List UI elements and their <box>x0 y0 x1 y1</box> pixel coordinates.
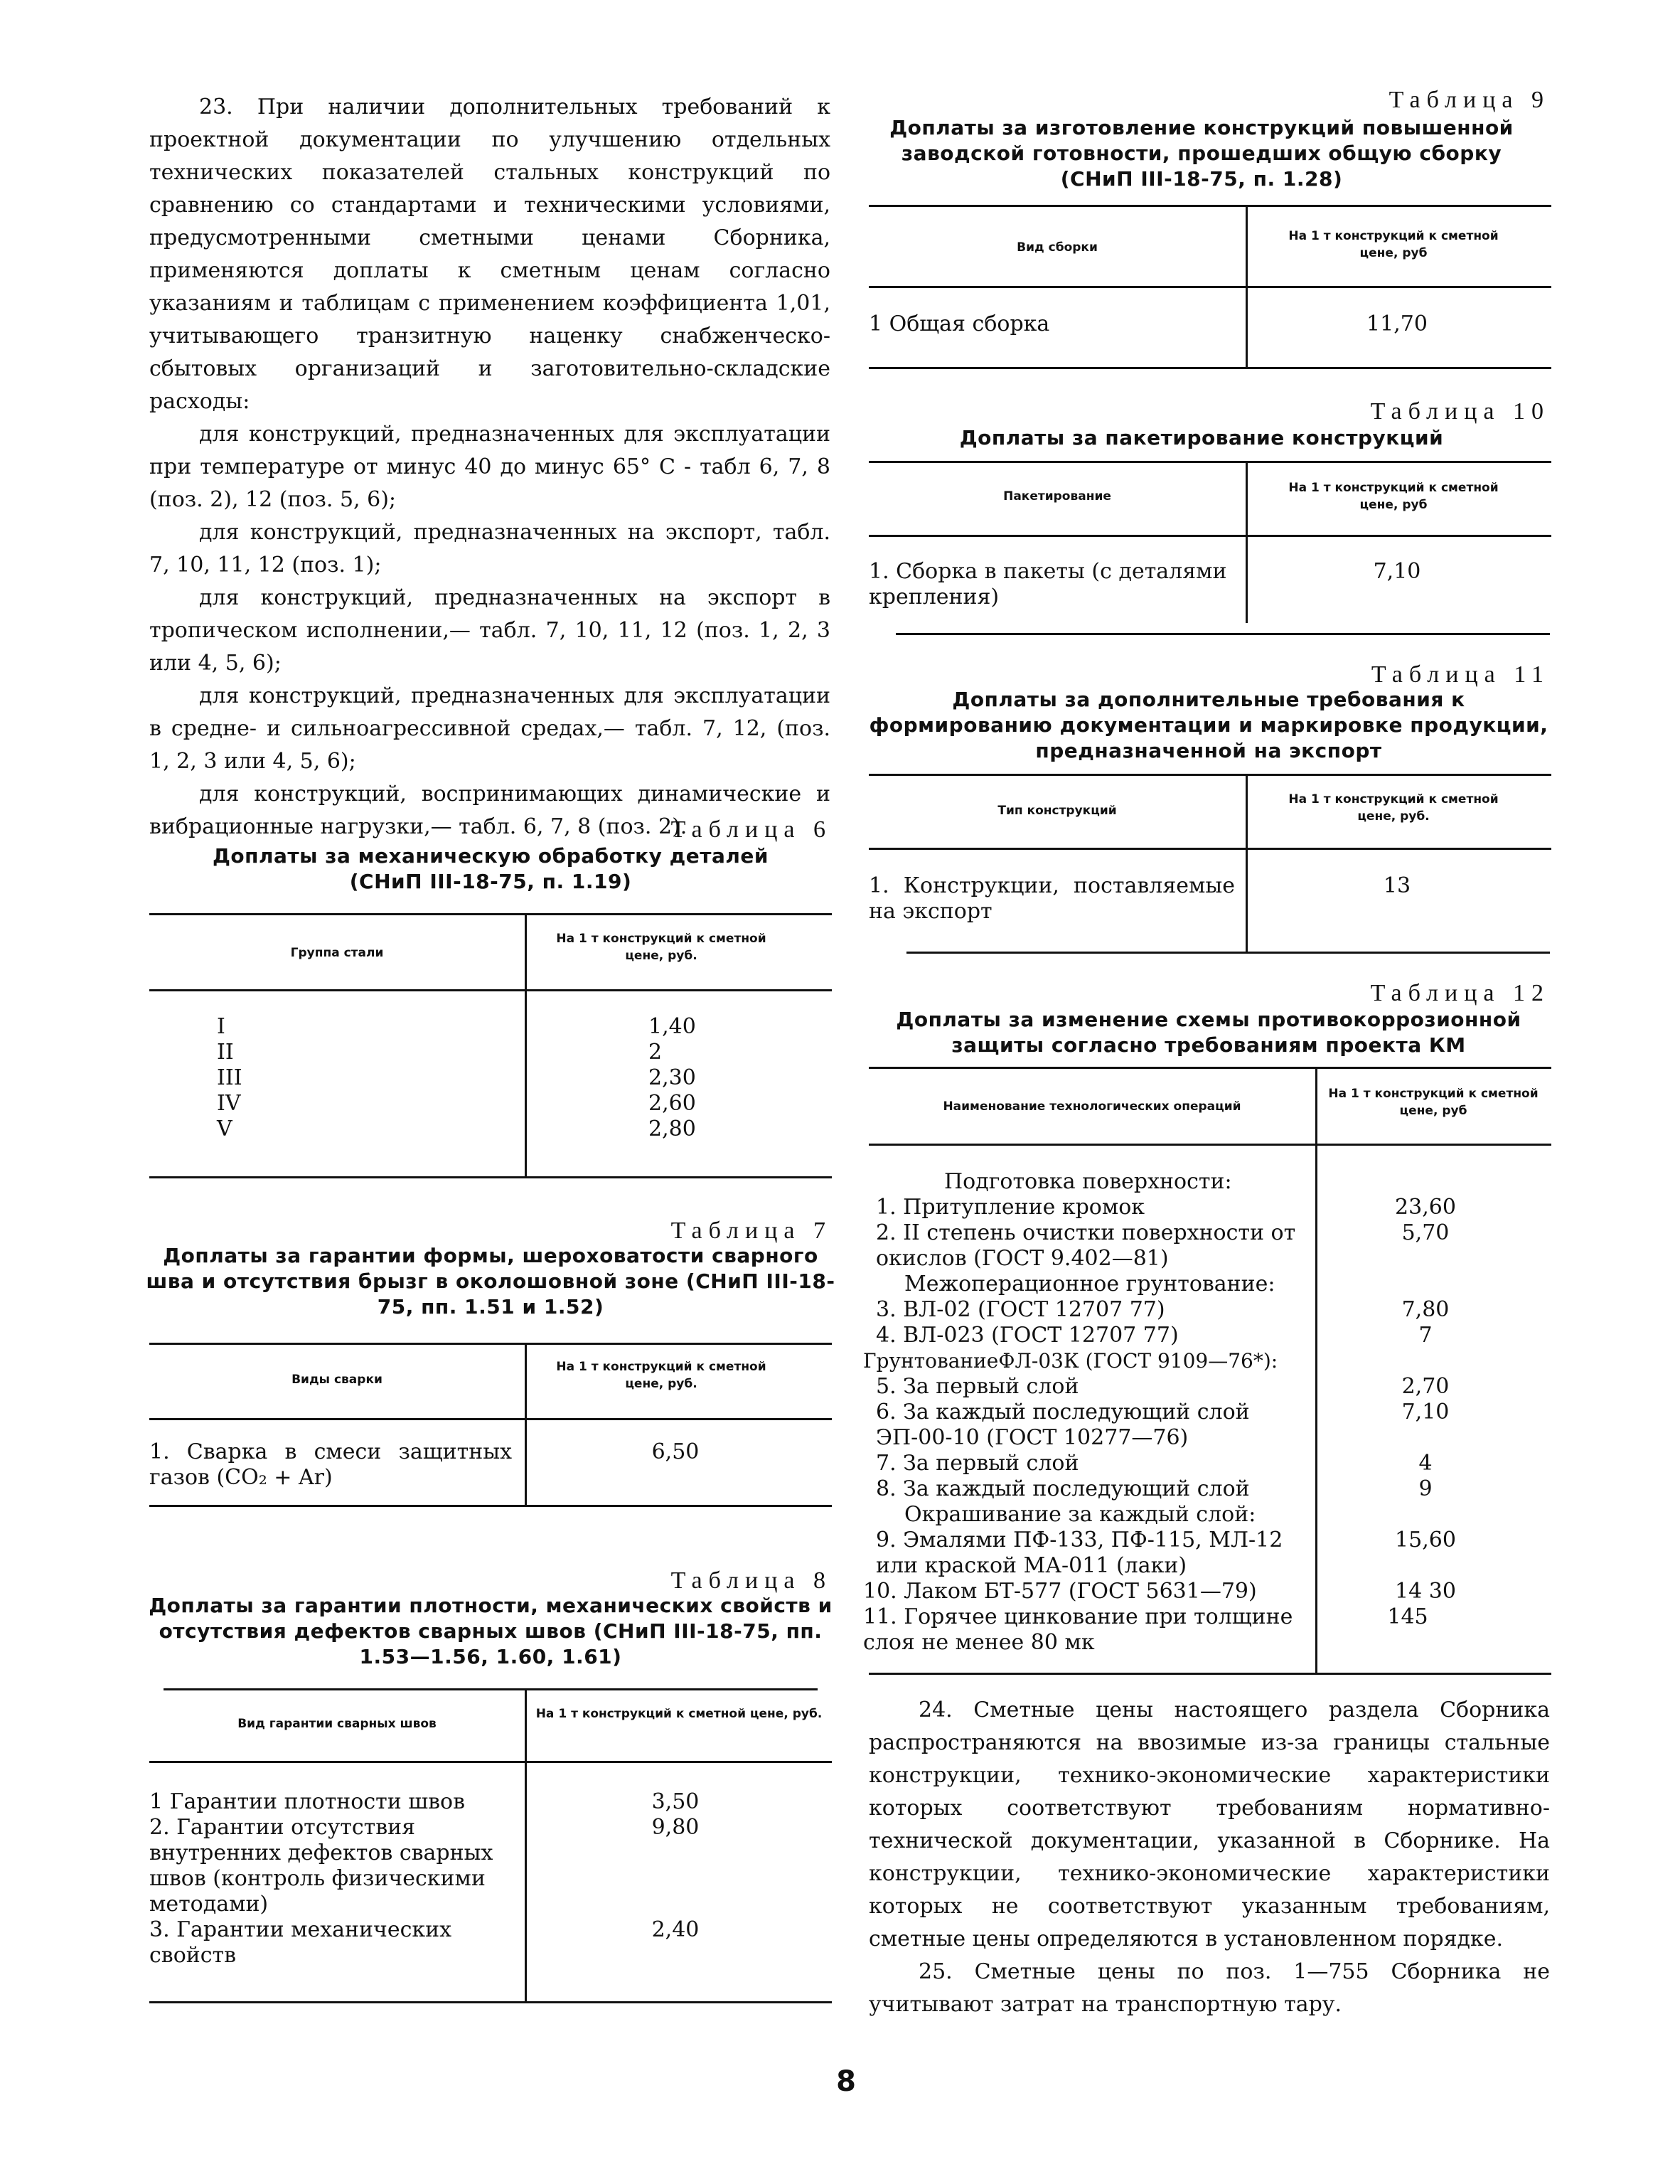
table11-divider <box>1246 774 1248 952</box>
table9-col2-header: На 1 т конструкций к сметной цене, руб <box>1288 229 1499 260</box>
table10-title: Доплаты за пакетирование конструкций <box>959 426 1444 449</box>
table12-row-10-name: 10. Лаком БТ-577 (ГОСТ 5631—79) <box>863 1579 1257 1604</box>
table12-top-rule <box>869 1067 1551 1069</box>
table11-bottom-rule <box>906 952 1550 954</box>
table8-row-1-value: 3,50 <box>651 1789 700 1814</box>
table12-row-6-value: 7,10 <box>1401 1400 1450 1424</box>
table6-col2-header: На 1 т конструкций к сметной цене, руб. <box>556 932 766 963</box>
table8-row-3-value: 2,40 <box>651 1917 700 1942</box>
table12-col2-header: На 1 т конструкций к сметной цене, руб <box>1328 1087 1539 1118</box>
table11-header-rule <box>869 848 1551 850</box>
table11-col1-header: Тип конструкций <box>997 804 1117 818</box>
table-row: I <box>217 1014 225 1039</box>
table9-title: Доплаты за изготовление конструкций повышенной заводской готовности, прошедших общую сборку (СНиП III-18-75, п. 1.28) <box>889 116 1514 191</box>
table12-header-rule <box>869 1144 1551 1146</box>
table6-col1-header: Группа стали <box>290 946 384 960</box>
table8-row-1-name: 1 Гарантии плотности швов <box>149 1789 466 1814</box>
table8-caption: Таблица 8 <box>670 1567 832 1594</box>
table6-title: Доплаты за механическую обработку деталей (СНиП III-18-75, п. 1.19) <box>212 844 769 893</box>
paragraph-23: 23. При наличии дополнительных требований к проектной документации по улучшению отдельных технических показателей стальных конструкций по сравнению со стандартами и техническими условиями, предусмотренными сметными ценами Сборника, применяются доплаты к сметным ценам согласно указаниям и таблицам с применением коэффициента 1,01, учитывающего транзитную наценку снабженческо-сбытовых организаций и заготовительно-складские расходы: <box>149 95 830 414</box>
table-cell-value: 2,60 <box>648 1091 696 1116</box>
table12-bottom-rule <box>869 1673 1551 1675</box>
table12-row-11-value: 145 <box>1387 1604 1428 1629</box>
table7-divider <box>525 1343 527 1505</box>
table12-row-2-name: 2. II степень очистки поверхности от окислов (ГОСТ 9.402—81) <box>876 1220 1296 1271</box>
page-number: 8 <box>836 2065 856 2098</box>
table12-row-9-value: 15,60 <box>1395 1528 1456 1552</box>
table11-caption: Таблица 11 <box>1371 661 1550 688</box>
table7-header-rule <box>149 1418 832 1420</box>
table12-row-1-value: 23,60 <box>1395 1195 1456 1220</box>
table12-group-surface: Подготовка поверхности: <box>944 1169 1232 1194</box>
table12-row-11-name: 11. Горячее цинкование при толщине слоя не менее 80 мк <box>863 1604 1293 1655</box>
table9-row-value: 11,70 <box>1366 311 1428 336</box>
table12-row-3-value: 7,80 <box>1401 1297 1450 1322</box>
table12-row-10-value: 14 30 <box>1395 1579 1456 1604</box>
table7-col1-header: Виды сварки <box>291 1373 382 1387</box>
table8-col1-header: Вид гарантии сварных швов <box>237 1717 437 1731</box>
table-cell-value: 2 <box>648 1040 663 1065</box>
table11-top-rule <box>869 774 1551 776</box>
table10-top-rule <box>869 461 1551 463</box>
table12-group-primer: ГрунтованиеФЛ-03К (ГОСТ 9109—76*): <box>863 1349 1278 1373</box>
table6-rows-names <box>217 1014 501 1142</box>
table9-row-name: 1 Общая сборка <box>869 311 1050 336</box>
table12-group-painting: Окрашивание за каждый слой: <box>904 1502 1256 1527</box>
table7-bottom-rule <box>149 1505 832 1507</box>
table8-row-2-value: 9,80 <box>651 1815 700 1840</box>
table12-title: Доплаты за изменение схемы противокоррозионной защиты согласно требованиям проекта КМ <box>896 1008 1521 1057</box>
table6-top-rule <box>149 913 832 915</box>
table10-col2-header: На 1 т конструкций к сметной цене, руб <box>1288 481 1499 512</box>
paragraph-25: 25. Сметные цены по поз. 1—755 Сборника не учитывают затрат на транспортную тару. <box>869 1959 1550 2017</box>
table9-top-rule <box>869 205 1551 207</box>
table12-row-2-value: 5,70 <box>1401 1220 1450 1245</box>
table7-caption: Таблица 7 <box>670 1218 832 1244</box>
list-item-5: для конструкций, воспринимающих динамические и вибрационные нагрузки,— табл. 6, 7, 8 (поз. 2). <box>149 782 830 839</box>
table12-group-interop: Межоперационное грунтование: <box>904 1272 1275 1296</box>
table7-top-rule <box>149 1343 832 1345</box>
right-text-block <box>869 1694 1550 2021</box>
table9-col1-header: Вид сборки <box>1017 240 1098 255</box>
table8-row-2-name: 2. Гарантии отсутствия внутренних дефектов сварных швов (контроль физическими методами) <box>149 1815 493 1917</box>
table12-row-7-value: 4 <box>1418 1451 1433 1476</box>
table9-header-rule <box>869 286 1551 288</box>
table12-row-5-value: 2,70 <box>1401 1374 1450 1399</box>
table6-bottom-rule <box>149 1176 832 1178</box>
table12-caption: Таблица 12 <box>1370 980 1550 1006</box>
table7-row-value: 6,50 <box>651 1439 700 1464</box>
table-row: III <box>217 1065 242 1090</box>
table6-caption: Таблица 6 <box>670 816 832 843</box>
paragraph-24: 24. Сметные цены настоящего раздела Сборника распространяются на ввозимые из-за границы стальные конструкции, технико-экономические характеристики которых соответствуют требованиям нормативно-технической документации, указанной в Сборнике. На конструкции, технико-экономические характеристики которых не соответствуют указанным требованиям, сметные цены определяются в установленном порядке. <box>869 1698 1550 1951</box>
list-item-1: для конструкций, предназначенных для эксплуатации при температуре от минус 40 до минус 65° С - табл 6, 7, 8 (поз. 2), 12 (поз. 5, 6); <box>149 422 830 512</box>
table-cell-value: 2,80 <box>648 1117 696 1141</box>
table-cell-value: 1,40 <box>648 1014 696 1039</box>
table6-rows-values <box>648 1014 791 1142</box>
table12-row-7-name: 7. За первый слой <box>876 1451 1079 1476</box>
table12-row-6-name: 6. За каждый последующий слой ЭП-00-10 (ГОСТ 10277—76) <box>876 1400 1250 1450</box>
table12-row-3-name: 3. ВЛ-02 (ГОСТ 12707 77) <box>876 1297 1165 1322</box>
table12-row-8-value: 9 <box>1418 1476 1433 1501</box>
table10-bottom-rule <box>896 633 1550 635</box>
table8-bottom-rule <box>149 2001 832 2003</box>
table-row: V <box>217 1117 232 1141</box>
table8-title: Доплаты за гарантии плотности, механических свойств и отсутствия дефектов сварных швов (СНиП III-18-75, пп. 1.53—1.56, 1.60, 1.61) <box>149 1594 833 1668</box>
table7-title: Доплаты за гарантии формы, шероховатости сварного шва и отсутствия брызг в околошовной зоне (СНиП III-18-75, пп. 1.51 и 1.52) <box>146 1244 835 1319</box>
table10-header-rule <box>869 535 1551 537</box>
table10-row-name: 1. Сборка в пакеты (с деталями крепления) <box>869 559 1227 609</box>
table7-row-name: 1. Сварка в смеси защитных газов (CO₂ + Ar) <box>149 1439 512 1490</box>
table11-row-value: 13 <box>1383 873 1411 898</box>
table10-divider <box>1246 461 1248 623</box>
table11-col2-header: На 1 т конструкций к сметной цене, руб. <box>1288 792 1499 824</box>
table8-top-rule <box>164 1688 818 1690</box>
table12-row-1-name: 1. Притупление кромок <box>876 1195 1145 1220</box>
table9-caption: Таблица 9 <box>1389 87 1550 113</box>
table-cell-value: 2,30 <box>648 1065 696 1090</box>
table12-row-4-name: 4. ВЛ-023 (ГОСТ 12707 77) <box>876 1323 1179 1348</box>
table8-row-3-name: 3. Гарантии механических свойств <box>149 1917 452 1968</box>
table8-divider <box>525 1688 527 2001</box>
table9-bottom-rule <box>869 367 1551 369</box>
list-item-4: для конструкций, предназначенных для эксплуатации в средне- и сильноагрессивной средах,— табл. 7, 12, (поз. 1, 2, 3 или 4, 5, 6); <box>149 683 830 774</box>
table12-row-9-name: 9. Эмалями ПФ-133, ПФ-115, МЛ-12 или краской МА-011 (лаки) <box>876 1528 1283 1578</box>
table11-title: Доплаты за дополнительные требования к формированию документации и маркировке продукции, предназначенной на экспорт <box>869 688 1548 762</box>
table10-row-value: 7,10 <box>1373 559 1421 584</box>
table6-divider <box>525 913 527 1176</box>
table11-row-name: 1. Конструкции, поставляемые на экспорт <box>869 873 1235 924</box>
table12-col1-header: Наименование технологических операций <box>943 1099 1241 1114</box>
table7-col2-header: На 1 т конструкций к сметной цене, руб. <box>556 1360 766 1391</box>
table8-col2-header: На 1 т конструкций к сметной цене, руб. <box>535 1707 823 1721</box>
table12-row-8-name: 8. За каждый последующий слой <box>876 1476 1250 1501</box>
left-text-block <box>149 91 830 843</box>
table-row: II <box>217 1040 234 1065</box>
table10-caption: Таблица 10 <box>1370 398 1550 425</box>
list-item-2: для конструкций, предназначенных на экспорт, табл. 7, 10, 11, 12 (поз. 1); <box>149 520 830 577</box>
table6-header-rule <box>149 989 832 991</box>
table12-row-5-name: 5. За первый слой <box>876 1374 1079 1399</box>
table8-header-rule <box>149 1761 832 1763</box>
table10-col1-header: Пакетирование <box>1003 489 1111 504</box>
table-row: IV <box>217 1091 241 1116</box>
table12-row-4-value: 7 <box>1418 1323 1433 1348</box>
list-item-3: для конструкций, предназначенных на экспорт в тропическом исполнении,— табл. 7, 10, 11, 12 (поз. 1, 2, 3 или 4, 5, 6); <box>149 585 830 676</box>
